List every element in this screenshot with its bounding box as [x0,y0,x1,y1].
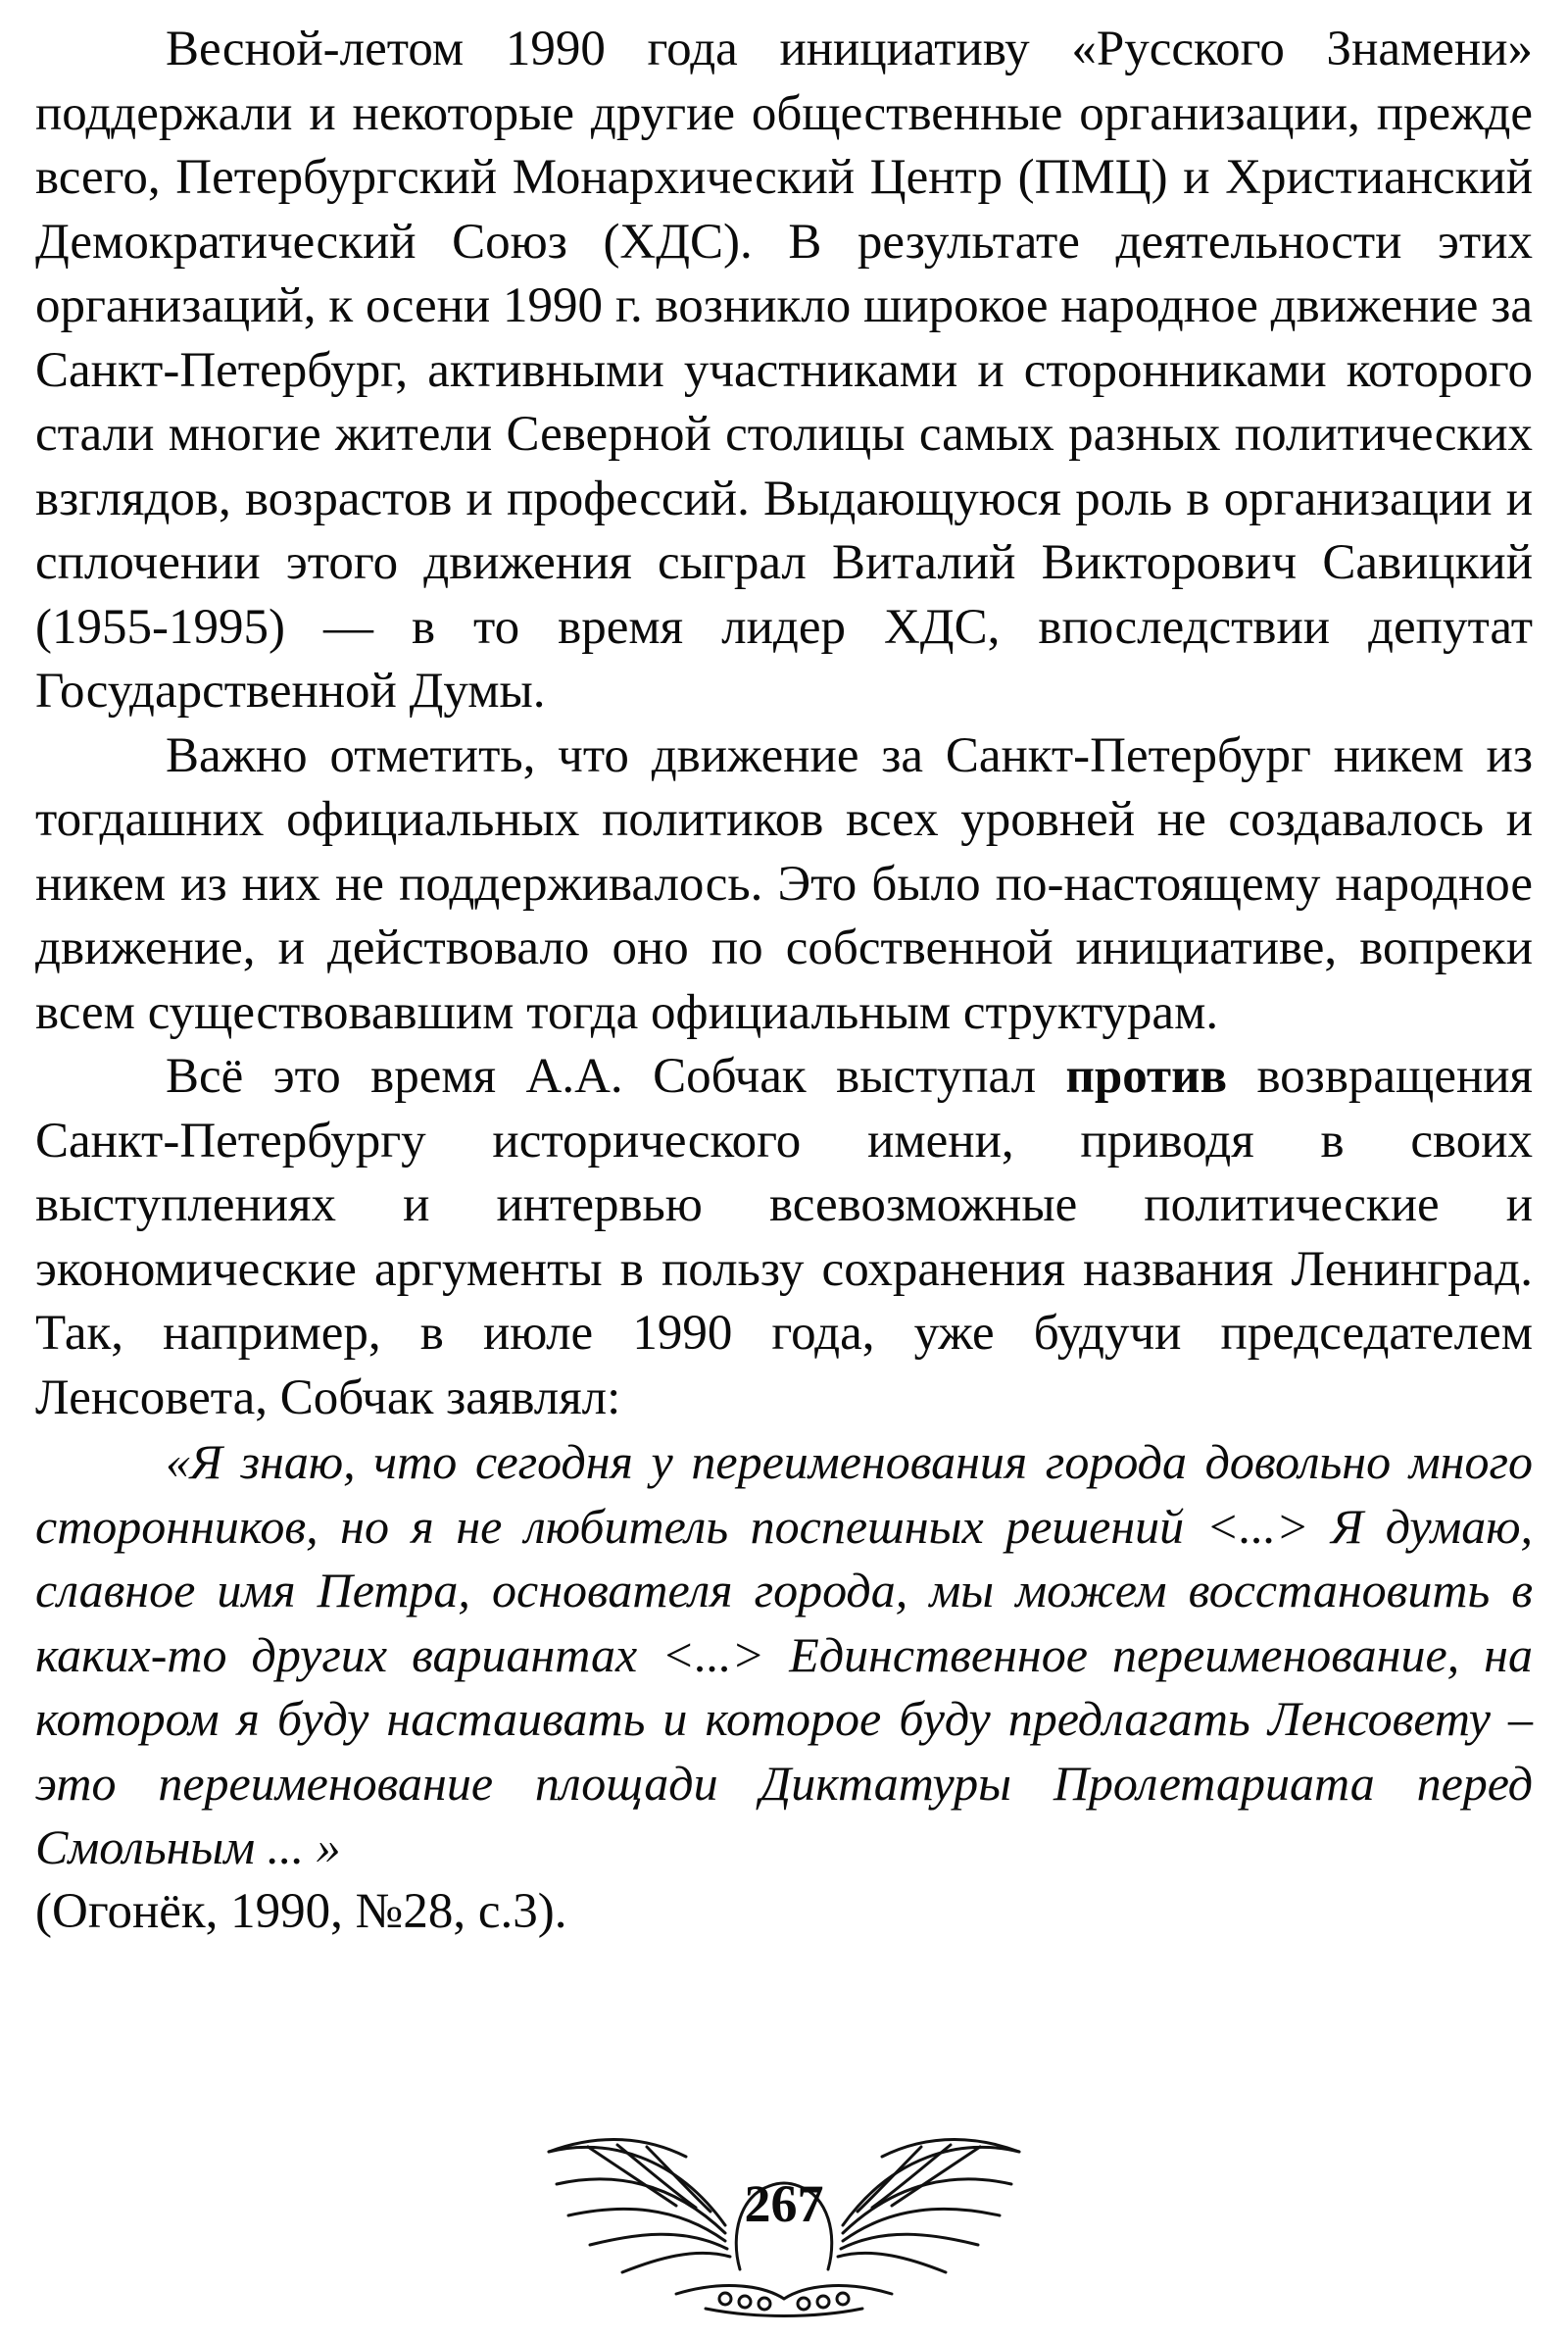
quote-source: (Огонёк, 1990, №28, с.3). [35,1883,567,1939]
paragraph-2: Важно отметить, что движение за Санкт-Петербург никем из тогдашних официальных политиков всех уровней не создавалось и никем из них не поддерживалось. Это было по-настоящему народное движение, и действовало оно по собственной инициативе, вопреки всем существовавшим тогда официальным структурам. [35,727,1533,1040]
quote-text: «Я знаю, что сегодня у переименования города довольно много сторонников, но я не любитель поспешных решений <...> Я думаю, славное имя Петра, основателя города, мы можем восстановить в каких-то других вариантах <...> Единственное переименование, на котором я буду настаивать и которое буду предлагать Ленсовету – это переименование площади Диктатуры Пролетариата перед Смольным ... » [35,1434,1533,1874]
page-footer [0,2098,1568,2323]
paragraph-3-after: возвращения Санкт-Петербургу исторического имени, приводя в своих выступлениях и интервью всевозможные политические и экономические аргументы в пользу сохранения названия Ленинград. Так, например, в июле 1990 года, уже будучи председателем Ленсовета, Собчак заявлял: [35,1049,1534,1425]
paragraph-3-bold-word: против [1065,1049,1228,1104]
page-number: 267 [744,2174,824,2233]
paragraph-3-before: Всё это время А.А. Собчак выступал [166,1049,1066,1104]
paragraph-3 [35,1045,1533,1430]
page-body [35,18,1533,1944]
paragraph-1: Весной-летом 1990 года инициативу «Русского Знамени» поддержали и некоторые другие общественные организации, прежде всего, Петербургский Монархический Центр (ПМЦ) и Христианский Демократический Союз (ХДС). В результате деятельности этих организаций, к осени 1990 г. возникло широкое народное движение за Санкт-Петербург, активными участниками и сторонниками которого стали многие жители Северной столицы самых разных политических взглядов, возрастов и профессий. Выдающуюся роль в организации и сплочении этого движения сыграл Виталий Викторович Савицкий (1955-1995) — в то время лидер ХДС, впоследствии депутат Государственной Думы. [35,22,1533,719]
